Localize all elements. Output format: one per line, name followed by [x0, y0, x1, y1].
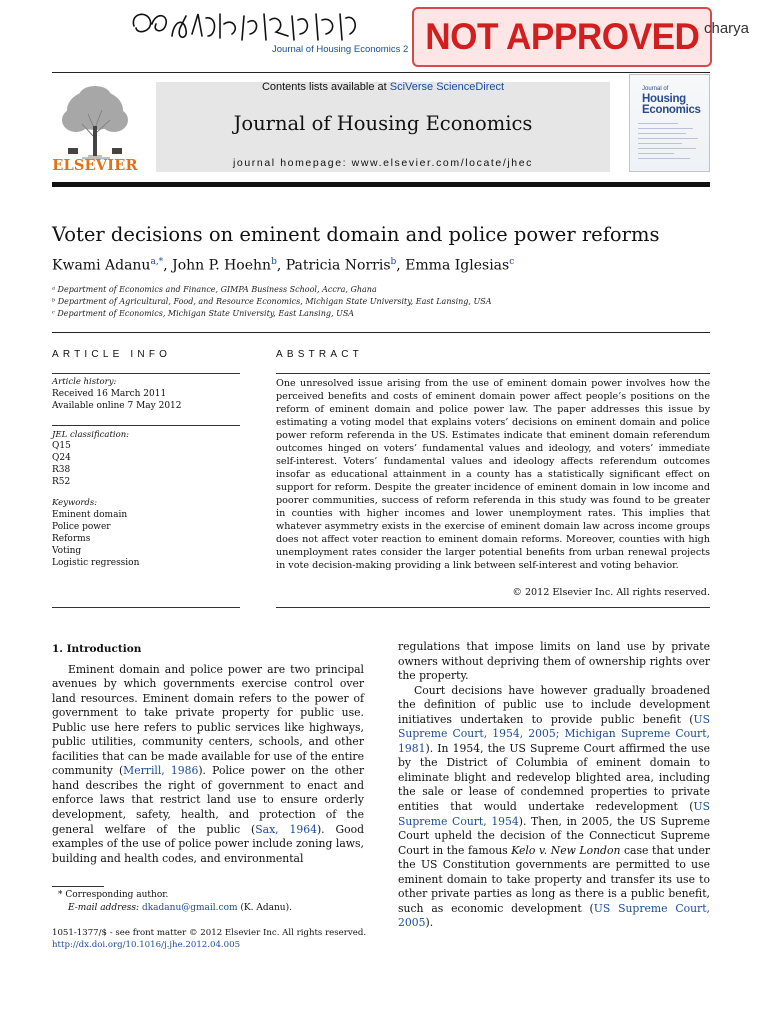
email-suffix: (K. Adanu).	[237, 903, 292, 913]
article-info-rule	[52, 373, 240, 374]
author-separator: ,	[396, 257, 406, 274]
author-affiliation-marker[interactable]: b	[271, 257, 277, 267]
author-list	[52, 257, 514, 274]
email-label: E-mail address:	[68, 903, 142, 913]
body-paragraph	[52, 663, 364, 867]
affiliation-c: ᶜ Department of Economics, Michigan State University, East Lansing, USA	[52, 309, 355, 318]
cover-text-line	[638, 158, 690, 159]
keyword: Reforms	[52, 534, 91, 544]
text-run: ). In 1954, the US Supreme Court affirmed the use by the District of Columbia of eminent domain to eliminate blight and redevelop blighted area, including the sale or lease of condemned properties to private entities that would undertake redevelopment (	[398, 741, 710, 814]
text-run: ). Then, in 2005, the US Supreme Court upheld the decision of the Connecticut Supreme Court in the famous	[398, 814, 710, 857]
author-name: John P. Hoehn	[172, 257, 272, 274]
stamp-label: NOT APPROVED	[424, 16, 700, 57]
case-name: Kelo v. New London	[511, 843, 621, 857]
text-run: ). Good examples of the use of police power include zoning laws, building and health codes, and environmental	[52, 822, 364, 865]
email-link[interactable]: dkadanu@gmail.com	[141, 903, 238, 913]
journal-cover-thumbnail	[629, 74, 710, 172]
masthead-thick-rule	[52, 182, 710, 187]
text-run: ). Police power on the other hand describes the right of government to enact and enforce laws that restrict land use to ensure orderly development, safety, health, and protection of the general welfare of the public (	[52, 764, 364, 836]
title-block-rule	[52, 332, 710, 333]
cover-text-line	[638, 128, 693, 129]
top-rule	[52, 72, 710, 73]
author-name-fragment: charya	[704, 20, 750, 37]
keyword: Police power	[52, 522, 111, 532]
journal-name: Journal of Housing Economics	[233, 112, 533, 135]
cover-text-line	[638, 153, 674, 154]
jel-code: Q24	[52, 453, 71, 463]
text-run: ).	[425, 916, 434, 930]
author-affiliation-marker[interactable]: b	[390, 257, 397, 267]
section-heading: 1. Introduction	[52, 643, 142, 655]
text-run: case that under the US Constitution governments are permitted to use eminent domain to take property and transfer its use to other private parties as long as there is a public benefit, such as economic development (	[398, 843, 710, 915]
author-separator: ,	[276, 257, 286, 274]
cover-text-line	[638, 138, 698, 139]
received-date: Received 16 March 2011	[52, 389, 167, 399]
cover-title-line-1: Housing	[642, 93, 686, 105]
cover-text-line	[638, 148, 696, 149]
citation-link[interactable]: Merrill, 1986	[123, 764, 199, 778]
author-affiliation-marker[interactable]: a,*	[150, 257, 164, 267]
footnote-rule	[52, 886, 104, 887]
body-paragraph: regulations that impose limits on land use by private owners without depriving them of ownership rights over the property.	[398, 640, 710, 683]
front-matter-line: 1051-1377/$ - see front matter © 2012 Elsevier Inc. All rights reserved.	[52, 928, 367, 938]
info-separator	[52, 425, 240, 426]
online-date: Available online 7 May 2012	[52, 401, 182, 411]
citation-link[interactable]: US Supreme Court, 1954, 2005; Michigan Supreme Court, 1981	[398, 712, 710, 755]
citation-link[interactable]: US Supreme Court, 1954	[398, 800, 710, 828]
history-label: Article history:	[52, 377, 117, 387]
jel-code: R38	[52, 465, 71, 475]
citation-link[interactable]: Sax, 1964	[255, 822, 317, 836]
cover-text-line	[638, 133, 686, 134]
copyright-line: © 2012 Elsevier Inc. All rights reserved.	[512, 587, 710, 598]
corresponding-author-note: * Corresponding author.	[58, 890, 169, 900]
abstract-rule	[276, 373, 710, 374]
keyword: Eminent domain	[52, 510, 128, 520]
cover-text-line	[638, 123, 678, 124]
article-title: Voter decisions on eminent domain and police power reforms	[52, 223, 660, 246]
cover-text-line	[638, 143, 682, 144]
text-run: Court decisions have however gradually broadened the definition of public use to include development initiatives undertaken to provide public benefit (	[398, 683, 710, 726]
body-paragraph	[398, 684, 710, 931]
cover-small-text: Journal of	[642, 86, 669, 92]
contents-prefix: Contents lists available at	[261, 81, 390, 93]
journal-banner	[156, 82, 610, 172]
email-note	[68, 903, 292, 913]
publisher-wordmark: ELSEVIER	[52, 157, 138, 174]
text-run: Eminent domain and police power are two principal avenues by which governments exercise control over land resources. Eminent domain refers to the power of government to take private property for public use. Public use here refers to public services like highways, public utilities, community centers, schools, and other facilities that can be made available for use of the entire community (	[52, 662, 364, 778]
body-column-left	[52, 642, 364, 866]
article-info-heading: ARTICLE INFO	[52, 349, 172, 360]
contents-line	[156, 81, 610, 93]
cover-title	[642, 94, 701, 116]
body-column-right	[398, 640, 710, 931]
article-info-bottom-rule	[52, 607, 240, 608]
author-separator: ,	[163, 257, 173, 274]
jel-label: JEL classification:	[52, 430, 130, 440]
author-name: Kwami Adanu	[52, 257, 151, 274]
affiliation-a: ᵃ Department of Economics and Finance, GIMPA Business School, Accra, Ghana	[52, 285, 377, 294]
author-name: Patricia Norris	[285, 257, 391, 274]
jel-code: Q15	[52, 441, 71, 451]
keyword: Logistic regression	[52, 558, 140, 568]
author-affiliation-marker[interactable]: c	[509, 257, 515, 267]
jel-code: R52	[52, 477, 71, 487]
sciencedirect-link[interactable]: SciVerse ScienceDirect	[389, 81, 505, 93]
abstract-text: One unresolved issue arising from the use of eminent domain power involves how the perceived benefits and costs of eminent domain power affect people’s positions on the reform of eminent domain and police power law. The paper addresses this issue by estimating a voting model that explains voters’ decisions on eminent domain and police power reform referenda in the US. Estimates indicate that eminent domain referendum outcomes hinged on voters’ fundamental values and ideology, and voters’ immediate self-interest. Voters’ fundamental values and ideology affects referendum outcomes insofar as educational attainment in a county has a statistically significant effect on support for reform. Despite the greater incidence of eminent domain in low income and poorer communities, success of reform referenda in this study was found to be greater in counties with higher incomes and lower unemployment rates. This implies that whatever asymmetry exists in the exercise of eminent domain law across income groups does not affect voter reaction to eminent domain reforms. Moreover, counties with high unemployment rates consider the larger potential benefits from urban renewal projects in vote decision-making providing a link between self-interest and voting behavior.	[276, 378, 710, 571]
journal-homepage[interactable]: journal homepage: www.elsevier.com/locate/jhec	[232, 157, 534, 169]
doi-link[interactable]: http://dx.doi.org/10.1016/j.jhe.2012.04.005	[52, 940, 241, 950]
keyword: Voting	[52, 546, 82, 556]
abstract-heading: ABSTRACT	[276, 349, 363, 360]
running-head: Journal of Housing Economics 2	[272, 44, 409, 55]
keywords-label: Keywords:	[52, 498, 98, 508]
author-name: Emma Iglesias	[405, 257, 510, 274]
cover-title-line-2: Economics	[642, 104, 701, 116]
not-approved-stamp	[412, 7, 712, 67]
affiliation-b: ᵇ Department of Agricultural, Food, and Resource Economics, Michigan State University, East Lansing, USA	[52, 297, 492, 306]
citation-link[interactable]: US Supreme Court, 2005	[398, 901, 710, 930]
abstract-bottom-rule	[276, 607, 710, 608]
